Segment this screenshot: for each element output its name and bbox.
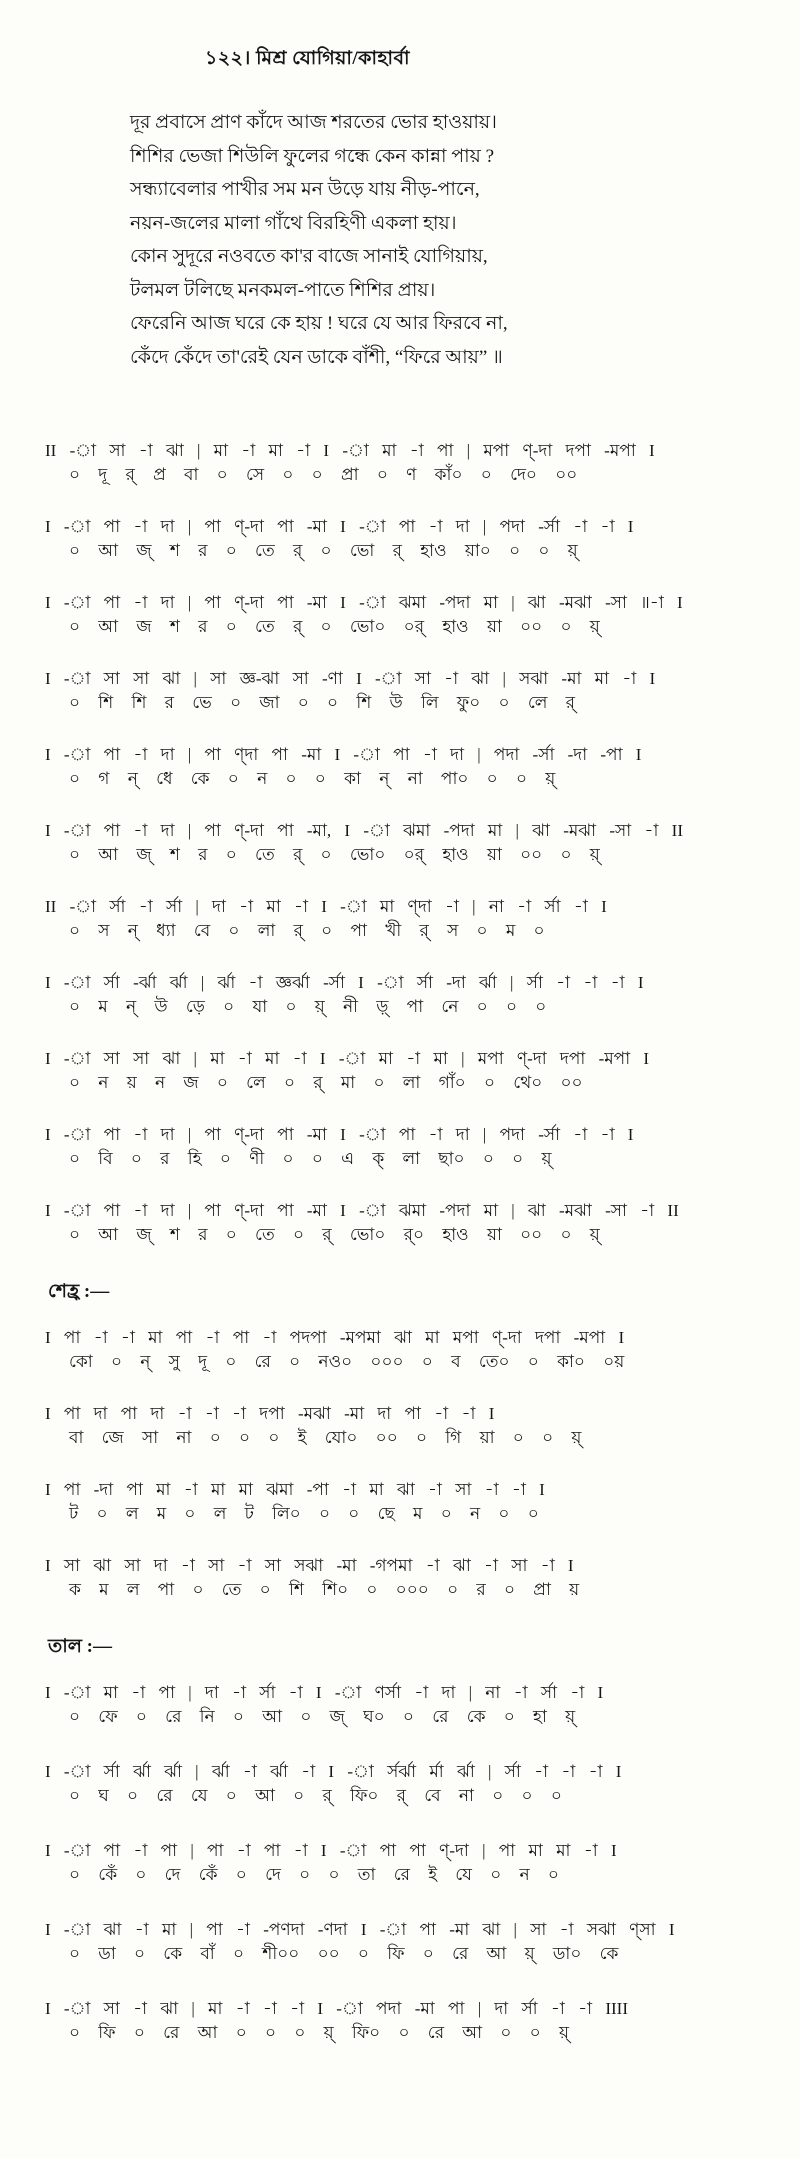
lyric-line: ০ ডা ০ কে বাঁ ০ শী০০ ০০ ০ ফি ০ রে আ য়্ ডা০ কে	[69, 1944, 619, 1963]
notation-pair	[45, 1759, 800, 1808]
notation-pair	[45, 1325, 800, 1374]
song-title: ১২২। মিশ্র যোগিয়া/কাহার্বা	[205, 48, 411, 69]
notation-pair	[45, 894, 800, 943]
swara-line: I -া পা -া দা | পা ণ্-দা পা -মা I -া ঝমা -পদা মা | ঝা -মঝা -সা ॥-া I	[45, 593, 683, 612]
lyric-line: ০ স ন্ ধ্যা বে ০ লা র্ ০ পা খী র্ স ০ ম ০	[69, 921, 545, 940]
swara-line: I -া র্সা -র্ঝা র্ঝা | র্ঝা -া জ্ঞর্ঝা -র্সা I -া র্সা -দা র্ঝা | র্সা -া -া -া I	[45, 973, 644, 992]
lyric-line: ০ দূ র্ প্র বা ০ সে ০ ০ প্রা ০ ণ কাঁ০ ০ দে০ ০০	[69, 465, 578, 484]
lyric-line: ০ ন য় ন জ ০ লে ০ র্ মা ০ লা গাঁ০ ০ থে০ ০০	[69, 1073, 583, 1092]
notation-pair	[45, 818, 800, 867]
lyric-line: ট ০ ল ম ০ ল ট লি০ ০ ০ ছে ম ০ ন ০ ০	[69, 1504, 539, 1523]
swara-line: I -া সা সা ঝা | সা জ্ঞ-ঝা সা -ণা I -া সা -া ঝা | সঝা -মা মা -া I	[45, 669, 656, 688]
notation-pair	[45, 1680, 800, 1729]
swara-line: I -া পা -া দা | পা ণ্দা পা -মা I -া পা -া দা | পদা -র্সা -দা -পা I	[45, 745, 642, 764]
lyric-line: ০ আ জ্ শ র ০ তে র্ ০ ভো র্ হাও য়া০ ০ ০ য়্	[69, 541, 578, 560]
poem-line: শিশির ভেজা শিউলি ফুলের গন্ধে কেন কান্না পায় ?	[130, 145, 495, 167]
notation-pair	[45, 438, 800, 487]
swara-line: I -া র্সা র্ঝা র্ঝা | র্ঝা -া র্ঝা -া I -া র্সর্ঝা র্মা র্ঝা | র্সা -া -া -া I	[45, 1762, 622, 1781]
swara-line: I পা -া -া মা পা -া পা -া পদপা -মপমা ঝা মা মপা ণ্-দা দপা -মপা I	[45, 1328, 625, 1347]
poem-line: টলমল টলিছে মনকমল-পাতে শিশির প্রায়।	[130, 279, 436, 301]
notation-pair	[45, 666, 800, 715]
swara-line: I -া পা -া পা | পা -া পা -া I -া পা পা ণ্-দা | পা মা মা -া I	[45, 1841, 617, 1860]
swara-line: I -া পা -া দা | পা ণ্-দা পা -মা I -া পা -া দা | পদা -র্সা -া -া I	[45, 1125, 634, 1144]
taal-notation-block	[45, 1680, 800, 2045]
lyric-line: ০ আ জ্ শ র ০ তে র্ ০ ভো০ ০র্ হাও য়া ০০ ০ য়্	[69, 845, 600, 864]
lyric-line: ০ শি শি র ভে ০ জা ০ ০ শি উ লি ফু০ ০ লে র্	[69, 693, 576, 712]
poem-block	[130, 106, 800, 374]
swara-line: I -া পা -া দা | পা ণ্-দা পা -মা I -া পা -া দা | পদা -র্সা -া -া I	[45, 517, 634, 536]
poem-line: সন্ধ্যাবেলার পাখীর সম মন উড়ে যায় নীড়-পানে,	[130, 179, 480, 200]
notation-pair	[45, 1477, 800, 1526]
swara-line: I পা -দা পা মা -া মা মা ঝমা -পা -া মা ঝা -া সা -া -া I	[45, 1480, 545, 1499]
poem-line: কোন সুদূরে নওবতে কা'র বাজে সানাই যোগিয়ায়,	[130, 246, 488, 267]
lyric-line: ০ আ জ শ র ০ তে র্ ০ ভো০ ০র্ হাও য়া ০০ ০ য়্	[69, 617, 600, 636]
notation-pair	[45, 1046, 800, 1095]
lyric-line: বা জে সা না ০ ০ ০ ই যো০ ০০ ০ গি য়া ০ ০ য়্	[69, 1428, 582, 1447]
notation-pair	[45, 1917, 800, 1966]
sheher-section-label: শেহ্র :—	[48, 1281, 110, 1302]
swara-line: II -া র্সা -া র্সা | দা -া মা -া I -া মা ণ্দা -া | না -া র্সা -া I	[45, 897, 607, 916]
swara-line: I -া সা -া ঝা | মা -া -া -া I -া পদা -মা পা | দা র্সা -া -া IIII	[45, 1999, 628, 2018]
poem-line: নয়ন-জলের মালা গাঁথে বিরহিণী একলা হায়।	[130, 212, 457, 234]
lyric-line: ০ ফি ০ রে আ ০ ০ ০ য়্ ফি০ ০ রে আ ০ ০ য়্	[69, 2023, 569, 2042]
swara-line: I -া পা -া দা | পা ণ্-দা পা -মা, I -া ঝমা -পদা মা | ঝা -মঝা -সা -া II	[45, 821, 683, 840]
swara-line: I -া পা -া দা | পা ণ্-দা পা -মা I -া ঝমা -পদা মা | ঝা -মঝা -সা -া II	[45, 1201, 679, 1220]
notation-pair	[45, 1553, 800, 1602]
lyric-line: কো ০ ন্ সু দূ ০ রে ০ নও০ ০০০ ০ ব তে০ ০ কা০ ০য়	[69, 1352, 625, 1371]
notation-pair	[45, 590, 800, 639]
notation-pair	[45, 1996, 800, 2045]
swara-line: II -া সা -া ঝা | মা -া মা -া I -া মা -া পা | মপা ণ্-দা দপা -মপা I	[45, 441, 655, 460]
notation-pair	[45, 1122, 800, 1171]
lyric-line: ০ গ ন্ ধে কে ০ ন ০ ০ কা ন্ না পা০ ০ ০ য়্	[69, 769, 556, 788]
notation-pair	[45, 742, 800, 791]
lyric-line: ০ ম ন্ উ ড়ে ০ যা ০ য়্ নী ড়্ পা নে ০ ০ ০	[69, 997, 547, 1016]
lyric-line: ০ কেঁ ০ দে কেঁ ০ দে ০ ০ তা রে ই যে ০ ন ০	[69, 1865, 559, 1884]
swara-line: I -া সা সা ঝা | মা -া মা -া I -া মা -া মা | মপা ণ্-দা দপা -মপা I	[45, 1049, 650, 1068]
poem-line: কেঁদে কেঁদে তা'রেই যেন ডাকে বাঁশী, “ফিরে আয়” ॥	[130, 346, 503, 368]
notation-pair	[45, 514, 800, 563]
sheher-notation-block	[45, 1325, 800, 1602]
swara-line: I সা ঝা সা দা -া সা -া সা সঝা -মা -গপমা -া ঝা -া সা -া I	[45, 1556, 574, 1575]
poem-line: দূর প্রবাসে প্রাণ কাঁদে আজ শরতের ভোর হাওয়ায়।	[130, 112, 497, 133]
lyric-line: ০ ফে ০ রে নি ০ আ ০ জ্ ঘ০ ০ রে কে ০ হা য়্	[69, 1707, 576, 1726]
swara-line: I -া ঝা -া মা | পা -া -পণদা -ণদা I -া পা -মা ঝা | সা -া সঝা ণ্সা I	[45, 1920, 675, 1939]
taal-section-label: তাল :—	[48, 1636, 113, 1657]
poem-line: ফেরেনি আজ ঘরে কে হায় ! ঘরে যে আর ফিরবে না,	[130, 313, 508, 334]
notation-pair	[45, 1401, 800, 1450]
lyric-line: ০ আ জ্ শ র ০ তে ০ র্ ভো০ র্০ হাও য়া ০০ ০ য়্	[69, 1225, 600, 1244]
swara-line: I পা দা পা দা -া -া -া দপা -মঝা -মা দা পা -া -া I	[45, 1404, 495, 1423]
lyric-line: ক ম ল পা ০ তে ০ শি শি০ ০ ০০০ ০ র ০ প্রা য়	[69, 1580, 580, 1599]
notation-pair	[45, 1198, 800, 1247]
notation-pair	[45, 1838, 800, 1887]
lyric-line: ০ ঘ ০ রে যে ০ আ ০ র্ ফি০ র্ বে না ০ ০ ০	[69, 1786, 562, 1805]
swara-line: I -া মা -া পা | দা -া র্সা -া I -া ণর্সা -া দা | না -া র্সা -া I	[45, 1683, 604, 1702]
lyric-line: ০ বি ০ র হি ০ ণী ০ ০ এ ক্ লা ছা০ ০ ০ য়্	[69, 1149, 552, 1168]
main-notation-block	[45, 438, 800, 1247]
notation-pair	[45, 970, 800, 1019]
